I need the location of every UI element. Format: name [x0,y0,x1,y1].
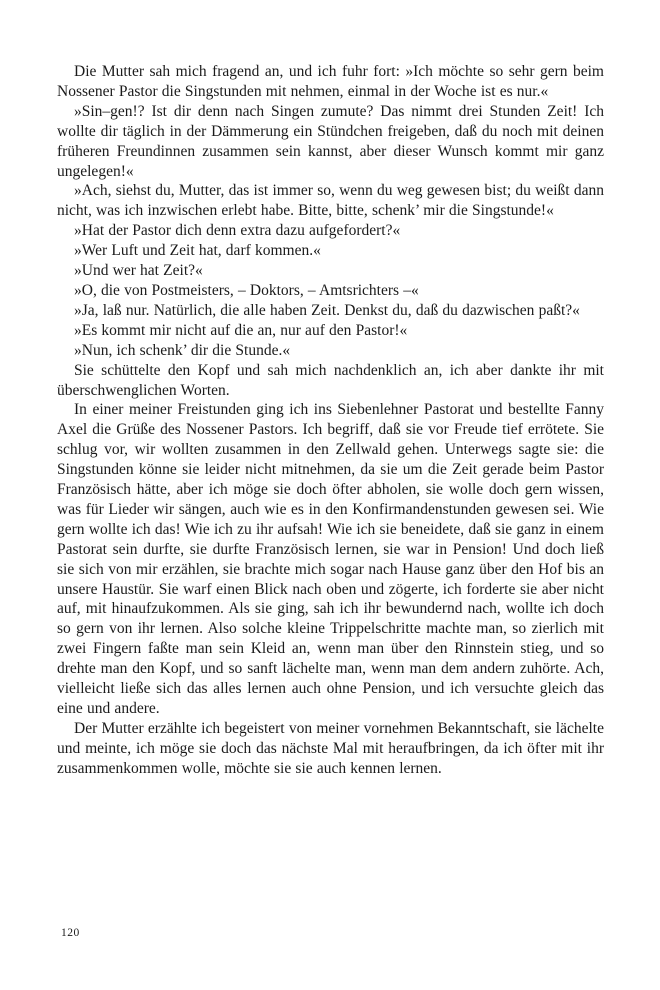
paragraph: »Nun, ich schenk’ dir die Stunde.« [74,341,291,359]
paragraph: »Und wer hat Zeit?« [74,262,203,280]
paragraph: »O, die von Postmeisters, – Doktors, – Amtsrichters –« [74,281,419,299]
paragraph: »Ach, siehst du, Mutter, das ist immer so, wenn du weg gewesen bist; du weißt dann nicht, was ich inzwischen erlebt habe. Bitte, bitte, schenk’ mir die Singstunde!« [57,182,604,220]
paragraph: »Es kommt mir nicht auf die an, nur auf den Pastor!« [74,321,408,339]
paragraph: »Ja, laß nur. Natürlich, die alle haben Zeit. Denkst du, daß du dazwischen paßt?« [74,301,580,319]
paragraph: Die Mutter sah mich fragend an, und ich fuhr fort: »Ich möchte so sehr gern beim Nossener Pastor die Singstunden mit nehmen, einmal in der Woche ist es nur.« [57,63,604,100]
paragraph: »Sin–gen!? Ist dir denn nach Singen zumute? Das nimmt drei Stunden Zeit! Ich wollte dir täglich in der Dämmerung ein Stündchen freigeben, daß du noch mit deinen früheren Freundinnen zusammen sein kannst, aber dieser Wunsch kommt mir ganz ungelegen!« [57,102,604,180]
body-text [57,62,604,779]
paragraph: »Wer Luft und Zeit hat, darf kommen.« [74,242,321,260]
paragraph: »Hat der Pastor dich denn extra dazu aufgefordert?« [74,222,401,240]
paragraph: In einer meiner Freistunden ging ich ins Siebenlehner Pastorat und bestellte Fanny Axel die Grüße des Nossener Pastors. Ich begriff, daß sie vor Freude tief errötete. Sie schlug vor, wir wollten zusammen in den Zellwald gehen. Unterwegs sagte sie: die Singstunden könne sie leider nicht mitnehmen, da sie um die Zeit gerade beim Pastor Französisch hätte, aber ich möge sie doch öfter abholen, sie wolle doch gern wissen, was für Lieder wir sängen, auch wie es in den Konfirmandenstunden gewesen sei. Wie gern wollte ich das! Wie ich zu ihr aufsah! Wie ich sie beneidete, daß sie ganz in einem Pastorat sein durfte, sie durfte Französisch lernen, sie war in Pension! Und doch ließ sie sich von mir erzählen, sie brachte mich sogar nach Hause ganz über den Hof bis an unsere Haustür. Sie warf einen Blick nach oben und zögerte, ich forderte sie aber nicht auf, mit hinaufzukommen. Als sie ging, sah ich ihr bewundernd nach, wollte ich doch so gern von ihr lernen. Also solche kleine Trippelschritte machte man, so zierlich mit zwei Fingern faßte man sein Kleid an, wenn man über den Rinnstein stieg, und so drehte man den Kopf, und so sanft lächelte man, wenn man dem andern zuhörte. Ach, vielleicht ließe sich das alles lernen auch ohne Pension, und ich versuchte gleich das eine und andere. [57,401,604,717]
paragraph: Der Mutter erzählte ich begeistert von meiner vornehmen Bekanntschaft, sie lächelte und meinte, ich möge sie doch das nächste Mal mit heraufbringen, da ich öfter mit ihr zusammenkommen wolle, möchte sie sie auch kennen lernen. [57,719,604,777]
paragraph: Sie schüttelte den Kopf und sah mich nachdenklich an, ich aber dankte ihr mit überschwenglichen Worten. [57,361,604,399]
page-number: 120 [61,927,80,939]
